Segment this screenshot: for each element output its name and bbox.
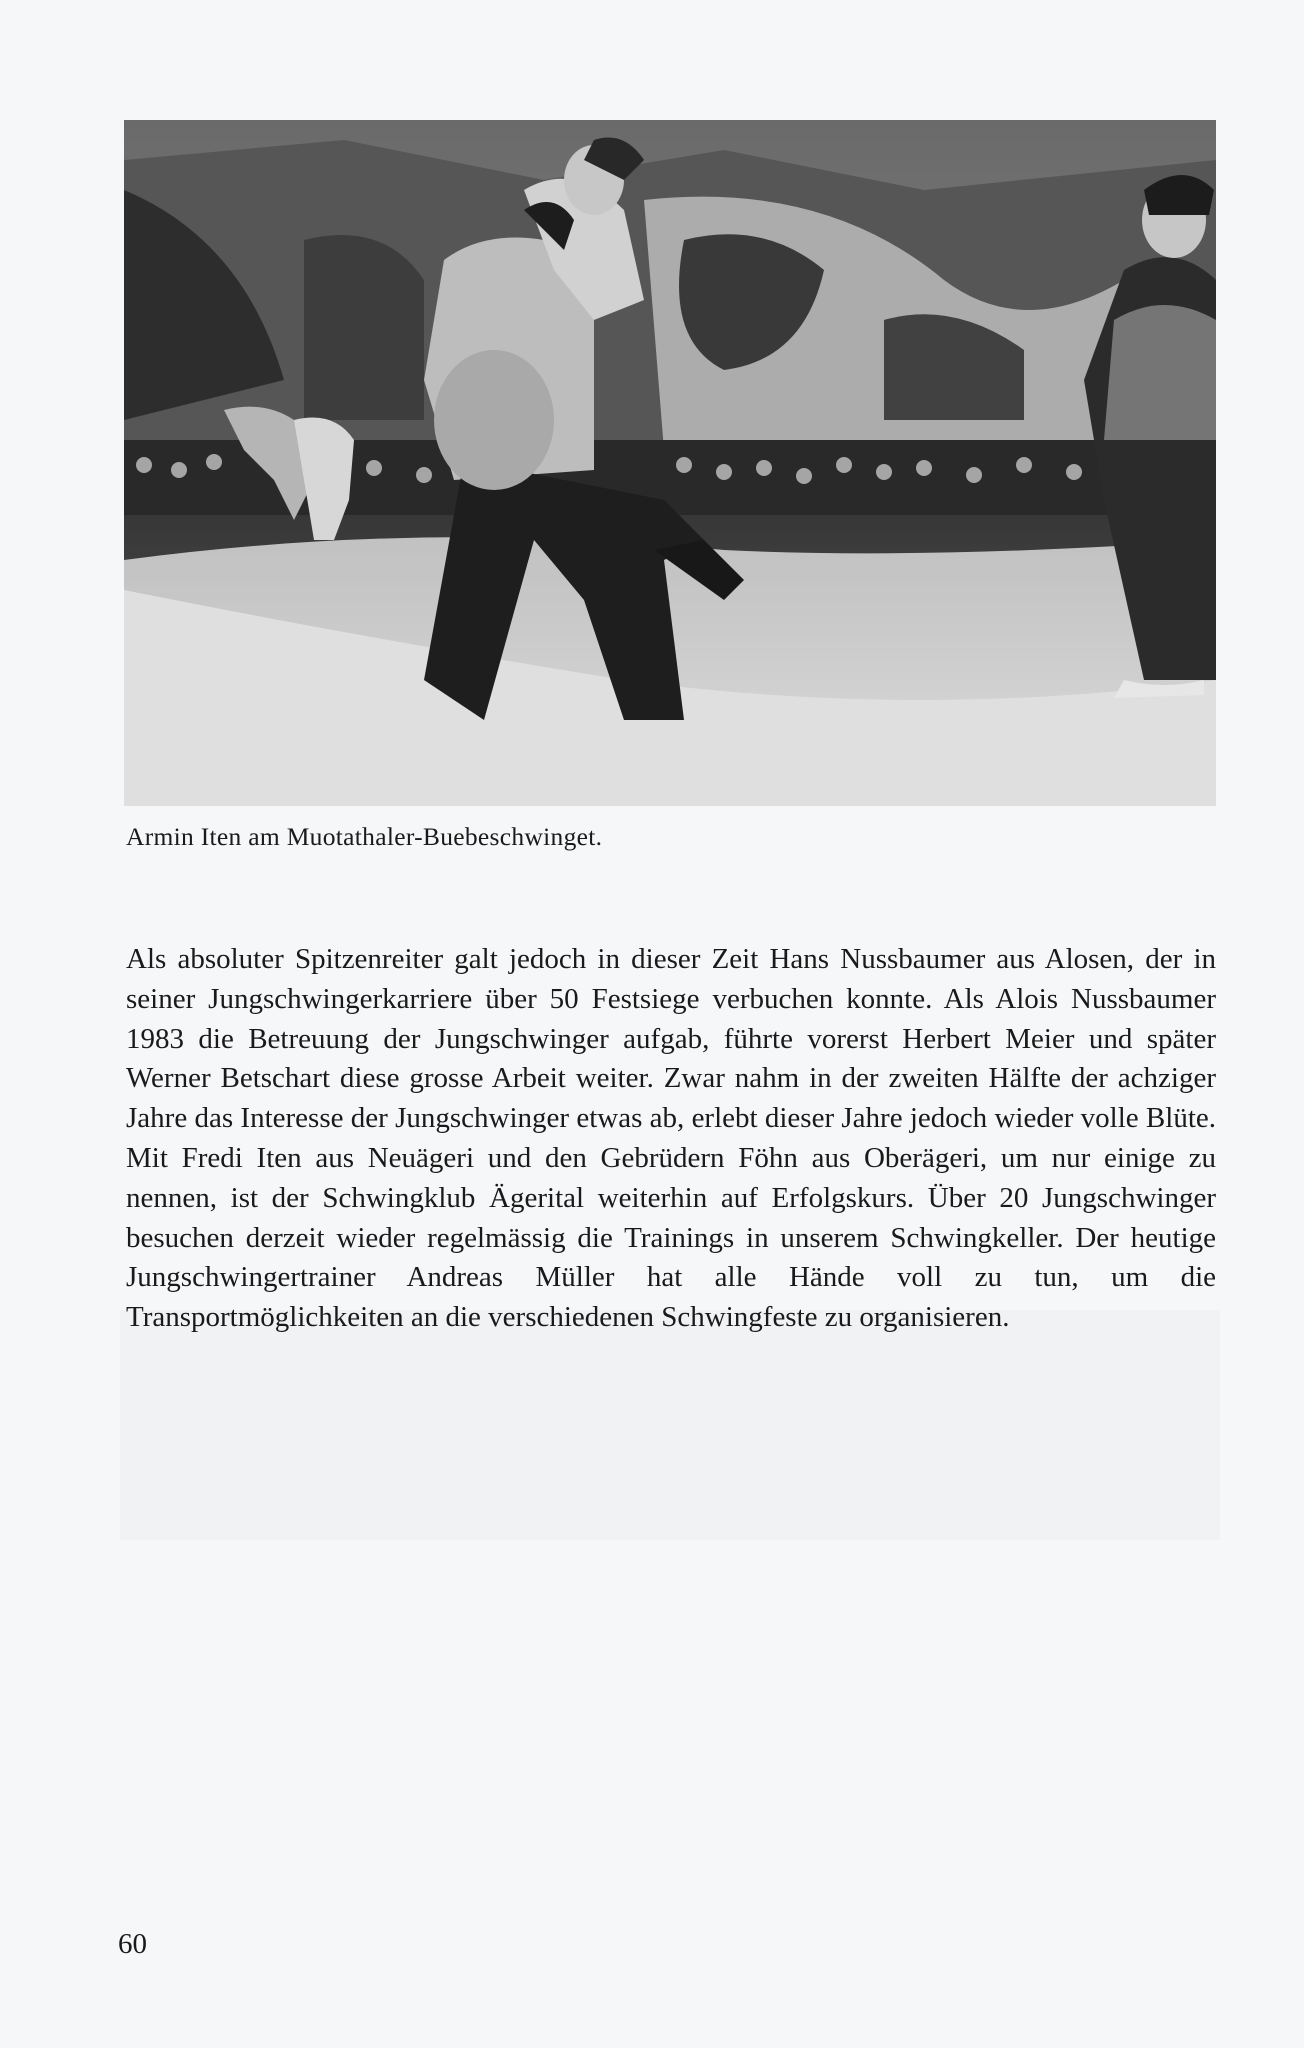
figure-caption: Armin Iten am Muotathaler-Buebeschwinget. xyxy=(126,822,603,851)
wrestling-photo xyxy=(124,120,1216,806)
body-paragraph: Als absoluter Spitzenreiter galt jedoch in dieser Zeit Hans Nussbaumer aus Alosen, der in seiner Jungschwingerkarriere über 50 Festsiege verbuchen konnte. Als Alois Nussbaumer 1983 die Betreuung der Jungschwinger aufgab, führte vorerst Herbert Meier und später Werner Betschart diese grosse Arbeit weiter. Zwar nahm in der zweiten Hälfte der achziger Jahre das Interesse der Jungschwinger etwas ab, erlebt dieser Jahre jedoch wieder volle Blüte. Mit Fredi Iten aus Neuägeri und den Gebrüdern Föhn aus Oberägeri, um nur einige zu nennen, ist der Schwingklub Ägerital weiterhin auf Erfolgskurs. Über 20 Jungschwinger besuchen derzeit wieder regelmässig die Trainings in unserem Schwingkeller. Der heutige Jungschwingertrainer Andreas Müller hat alle Hände voll zu tun, um die Transportmöglichkeiten an die verschiedenen Schwingfeste zu organisieren. xyxy=(126,943,1216,1334)
photo-image xyxy=(124,120,1216,806)
bleed-through-shadow xyxy=(120,1310,1220,1540)
page-number: 60 xyxy=(118,1928,147,1960)
